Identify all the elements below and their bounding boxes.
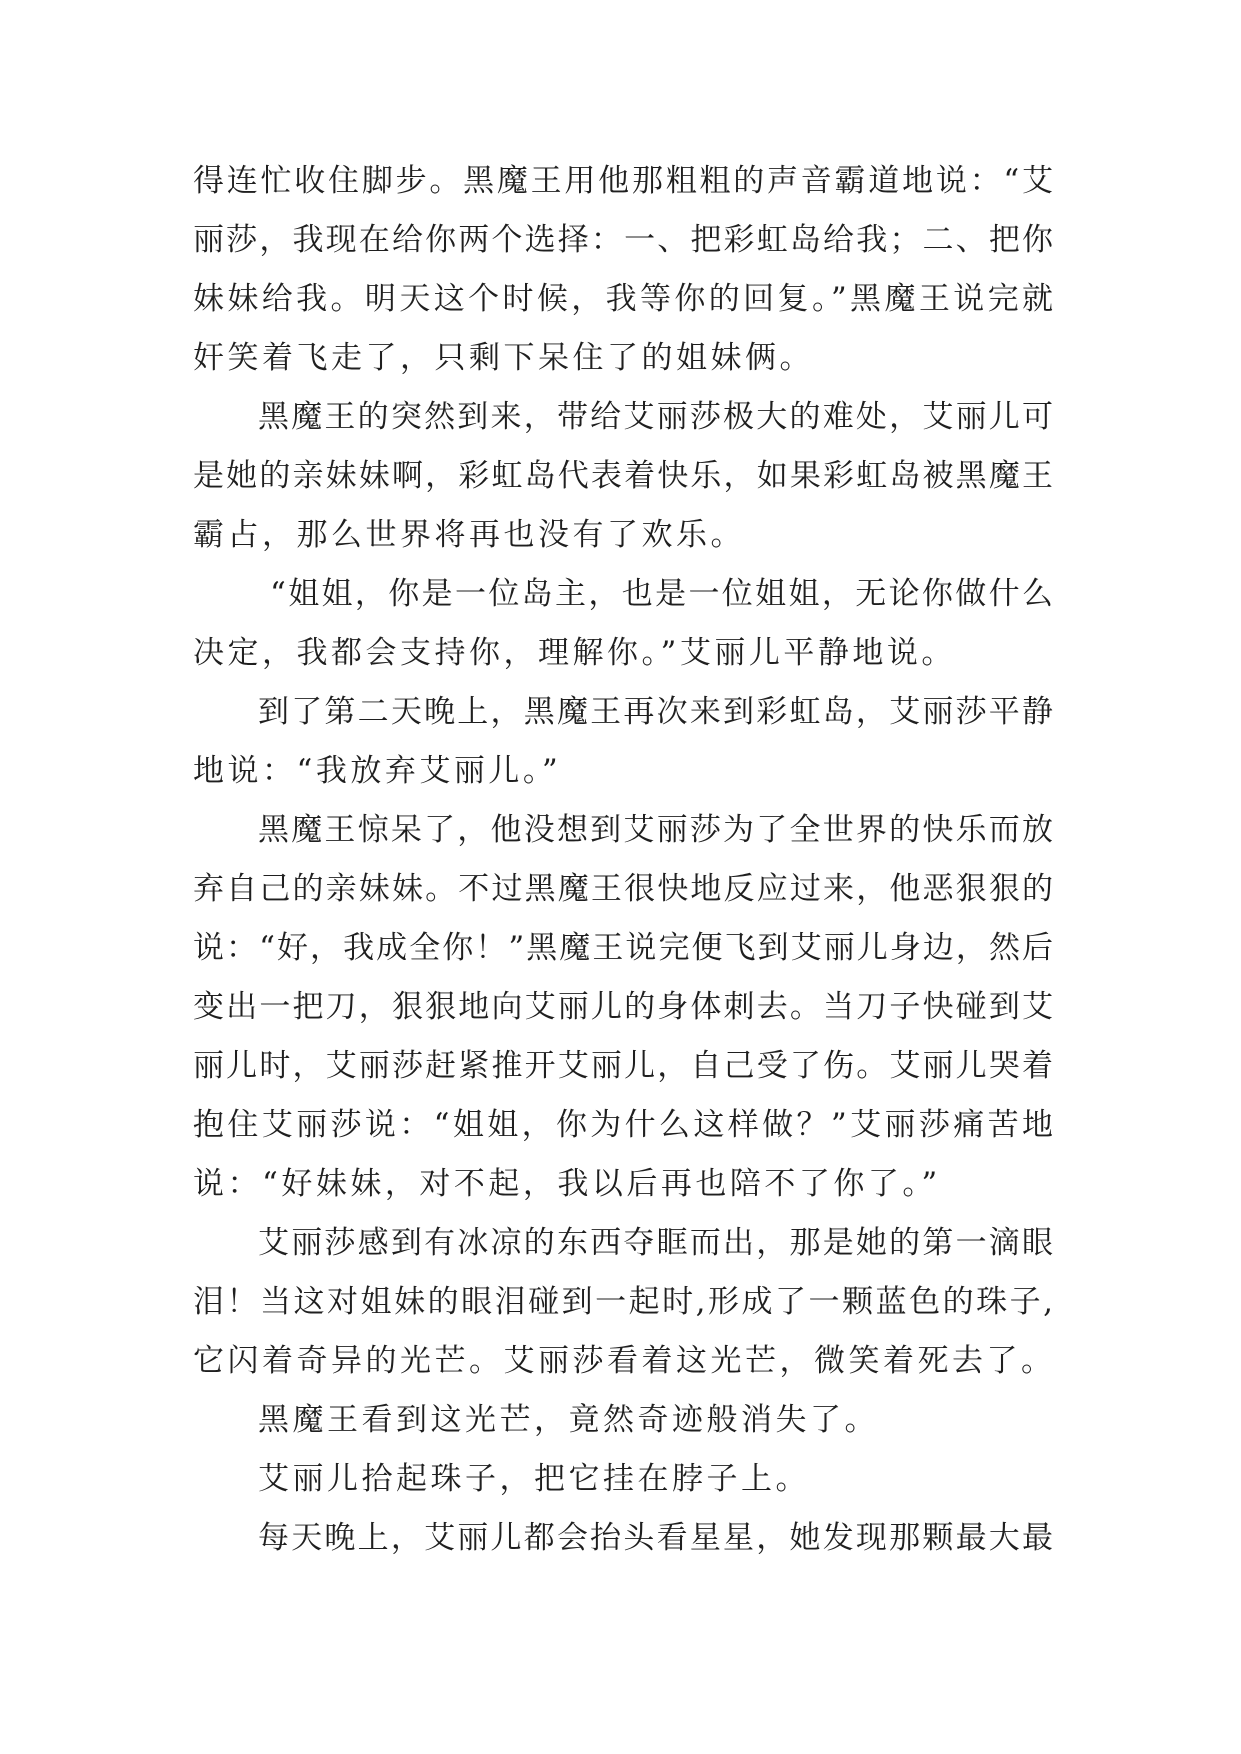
text-line: 弃自己的亲妹妹。不过黑魔王很快地反应过来，他恶狠狠的: [193, 871, 1053, 907]
text-line: 说：“好，我成全你！”黑魔王说完便飞到艾丽儿身边，然后: [193, 930, 1053, 966]
text-line: 奸笑着飞走了，只剩下呆住了的姐妹俩。: [193, 340, 814, 376]
text-line: 变出一把刀，狠狠地向艾丽儿的身体刺去。当刀子快碰到艾: [193, 989, 1053, 1025]
text-line: 霸占，那么世界将再也没有了欢乐。: [193, 517, 745, 553]
text-line: 得连忙收住脚步。黑魔王用他那粗粗的声音霸道地说：“艾: [193, 163, 1053, 199]
text-line: 说：“好妹妹，对不起，我以后再也陪不了你了。”: [193, 1166, 941, 1202]
paragraph-first-line: 艾丽儿拾起珠子，把它挂在脖子上。: [258, 1461, 810, 1497]
text-line: 是她的亲妹妹啊，彩虹岛代表着快乐，如果彩虹岛被黑魔王: [193, 458, 1053, 494]
paragraph-first-line: 每天晚上，艾丽儿都会抬头看星星，她发现那颗最大最: [258, 1520, 1053, 1556]
text-line: 泪！当这对姐妹的眼泪碰到一起时,形成了一颗蓝色的珠子,: [193, 1284, 1053, 1320]
text-line: 妹妹给我。明天这个时候，我等你的回复。”黑魔王说完就: [193, 281, 1053, 317]
paragraph-first-line: 艾丽莎感到有冰凉的东西夺眶而出，那是她的第一滴眼: [258, 1225, 1053, 1261]
paragraph-first-line: 黑魔王惊呆了，他没想到艾丽莎为了全世界的快乐而放: [258, 812, 1053, 848]
paragraph-first-line: “姐姐，你是一位岛主，也是一位姐姐，无论你做什么: [270, 576, 1053, 612]
text-line: 地说：“我放弃艾丽儿。”: [193, 753, 562, 789]
text-line: 它闪着奇异的光芒。艾丽莎看着这光芒，微笑着死去了。: [193, 1343, 1056, 1379]
text-line: 丽莎，我现在给你两个选择：一、把彩虹岛给我；二、把你: [193, 222, 1053, 258]
text-line: 抱住艾丽莎说：“姐姐，你为什么这样做？”艾丽莎痛苦地: [193, 1107, 1053, 1143]
text-line: 决定，我都会支持你，理解你。”艾丽儿平静地说。: [193, 635, 956, 671]
paragraph-first-line: 黑魔王看到这光芒，竟然奇迹般消失了。: [258, 1402, 879, 1438]
paragraph-first-line: 黑魔王的突然到来，带给艾丽莎极大的难处，艾丽儿可: [258, 399, 1053, 435]
text-line: 丽儿时，艾丽莎赶紧推开艾丽儿，自己受了伤。艾丽儿哭着: [193, 1048, 1053, 1084]
paragraph-first-line: 到了第二天晚上，黑魔王再次来到彩虹岛，艾丽莎平静: [258, 694, 1053, 730]
